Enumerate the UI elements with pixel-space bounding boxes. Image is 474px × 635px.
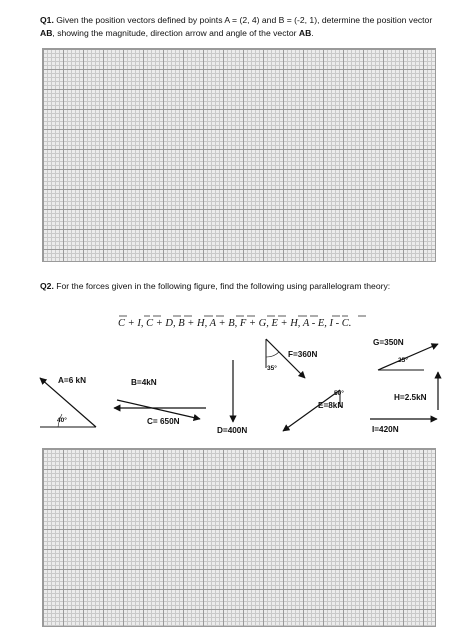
force-A [40, 376, 96, 427]
q1-period: . [311, 28, 314, 38]
graph-paper-q1 [42, 48, 436, 262]
angle-F: 35° [267, 365, 277, 372]
force-B [117, 378, 200, 419]
q2-text: For the forces given in the following figure, find the following using parallelogram theory: [53, 281, 391, 291]
force-F [266, 339, 317, 378]
q1-bold-ab-end: AB [298, 28, 312, 38]
force-I [370, 419, 437, 434]
label-A: A=6 kN [58, 376, 86, 385]
q1-text-a: Given the position vectors defined by points A = (2, 4) and B = (-2, 1), determine the position vector [53, 15, 433, 25]
label-C: C= 650N [147, 417, 180, 426]
force-D [217, 360, 247, 435]
label-F: F=360N [288, 350, 318, 359]
force-E [283, 389, 344, 431]
label-G: G=350N [373, 338, 404, 347]
graph-paper-q2 [42, 448, 436, 627]
label-E: E=8kN [318, 401, 344, 410]
label-I: I=420N [372, 425, 399, 434]
label-B: B=4kN [131, 378, 157, 387]
force-G [373, 338, 438, 370]
q1-text-b: , showing the magnitude, direction arrow and angle of the vector [52, 28, 299, 38]
force-figure [0, 310, 474, 445]
angle-E: 50° [334, 390, 344, 397]
expression-line: C + I, C + D, B + H, A + B, F + G, E + H, A - E, I - C. [118, 318, 352, 329]
question-1 [40, 14, 440, 40]
label-H: H=2.5kN [394, 393, 427, 402]
force-H [394, 372, 438, 410]
q1-bold-ab: AB [40, 28, 53, 38]
angle-A: 40° [57, 417, 67, 424]
q2-number: Q2. [40, 281, 54, 291]
angle-G: 25° [398, 357, 408, 364]
q1-number: Q1. [40, 15, 54, 25]
label-D: D=400N [217, 426, 248, 435]
question-2 [40, 280, 440, 293]
